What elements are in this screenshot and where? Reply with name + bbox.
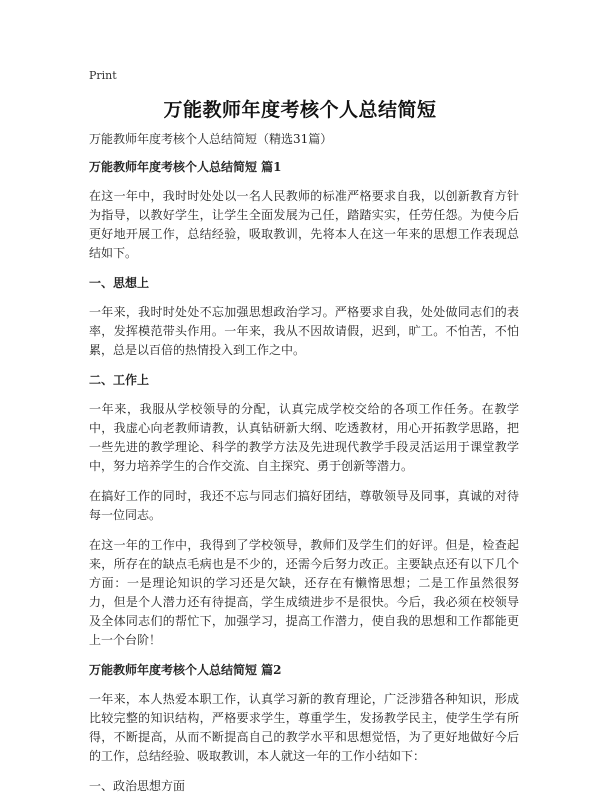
page-title: 万能教师年度考核个人总结简短	[163, 99, 437, 121]
section-1-work-text-3: 在这一年的工作中，我得到了学校领导，教师们及学生们的好评。但是，检查起来，所存在的缺点毛病也是不少的，还需今后努力改正。主要缺点还有以下几个方面：一是理论知识的学习还是欠缺，还存在有懒惰思想；二是工作虽然很努力，但是个人潜力还有待提高，学生成绩进步不是很快。今后，我必须在校领导及全体同志们的帮忙下，加强学习，提高工作潜力，使自我的思想和工作都能更上一个台阶！	[89, 538, 519, 647]
section-heading-1: 万能教师年度考核个人总结简短 篇1	[89, 160, 282, 174]
section-1-subheading-work: 二、工作上	[89, 373, 150, 387]
document-body	[89, 130, 519, 806]
section-1-work-text-1: 一年来，我服从学校领导的分配，认真完成学校交给的各项工作任务。在教学中，我虚心向老教师请教，认真钻研新大纲、吃透教材，用心开拓教学思路，把一些先进的教学理论、科学的教学方法及先进现代教学手段灵活运用于课堂教学中，努力培养学生的合作交流、自主探究、勇于创新等潜力。	[89, 402, 519, 473]
section-heading-2: 万能教师年度考核个人总结简短 篇2	[89, 663, 282, 677]
section-2-subheading-politics: 一、政治思想方面	[89, 779, 186, 793]
section-1-thought-text: 一年来，我时时处处不忘加强思想政治学习。严格要求自我，处处做同志们的表率，发挥模范带头作用。一年来，我从不因故请假，迟到，旷工。不怕苦，不怕累，总是以百倍的热情投入到工作之中。	[89, 305, 519, 357]
section-1-subheading-thought: 一、思想上	[89, 276, 150, 290]
section-1-intro: 在这一年中，我时时处处以一名人民教师的标准严格要求自我，以创新教育方针为指导，以教好学生，让学生全面发展为己任，踏踏实实，任劳任怨。为使今后更好地开展工作，总结经验，吸取教训，先将本人在这一年来的思想工作表现总结如下。	[89, 189, 519, 260]
section-1-work-text-2: 在搞好工作的同时，我还不忘与同志们搞好团结，尊敬领导及同事，真诚的对待每一位同志。	[89, 489, 519, 522]
document-subtitle: 万能教师年度考核个人总结简短（精选31篇）	[89, 132, 333, 146]
section-2-intro: 一年来，本人热爱本职工作，认真学习新的教育理论，广泛涉猎各种知识，形成比较完整的知识结构，严格要求学生，尊重学生，发扬教学民主，使学生学有所得，不断提高，从而不断提高自己的教学水平和思想觉悟，为了更好地做好今后的工作，总结经验、吸取教训，本人就这一年的工作小结如下：	[89, 692, 519, 763]
print-link[interactable]: Print	[89, 69, 117, 82]
